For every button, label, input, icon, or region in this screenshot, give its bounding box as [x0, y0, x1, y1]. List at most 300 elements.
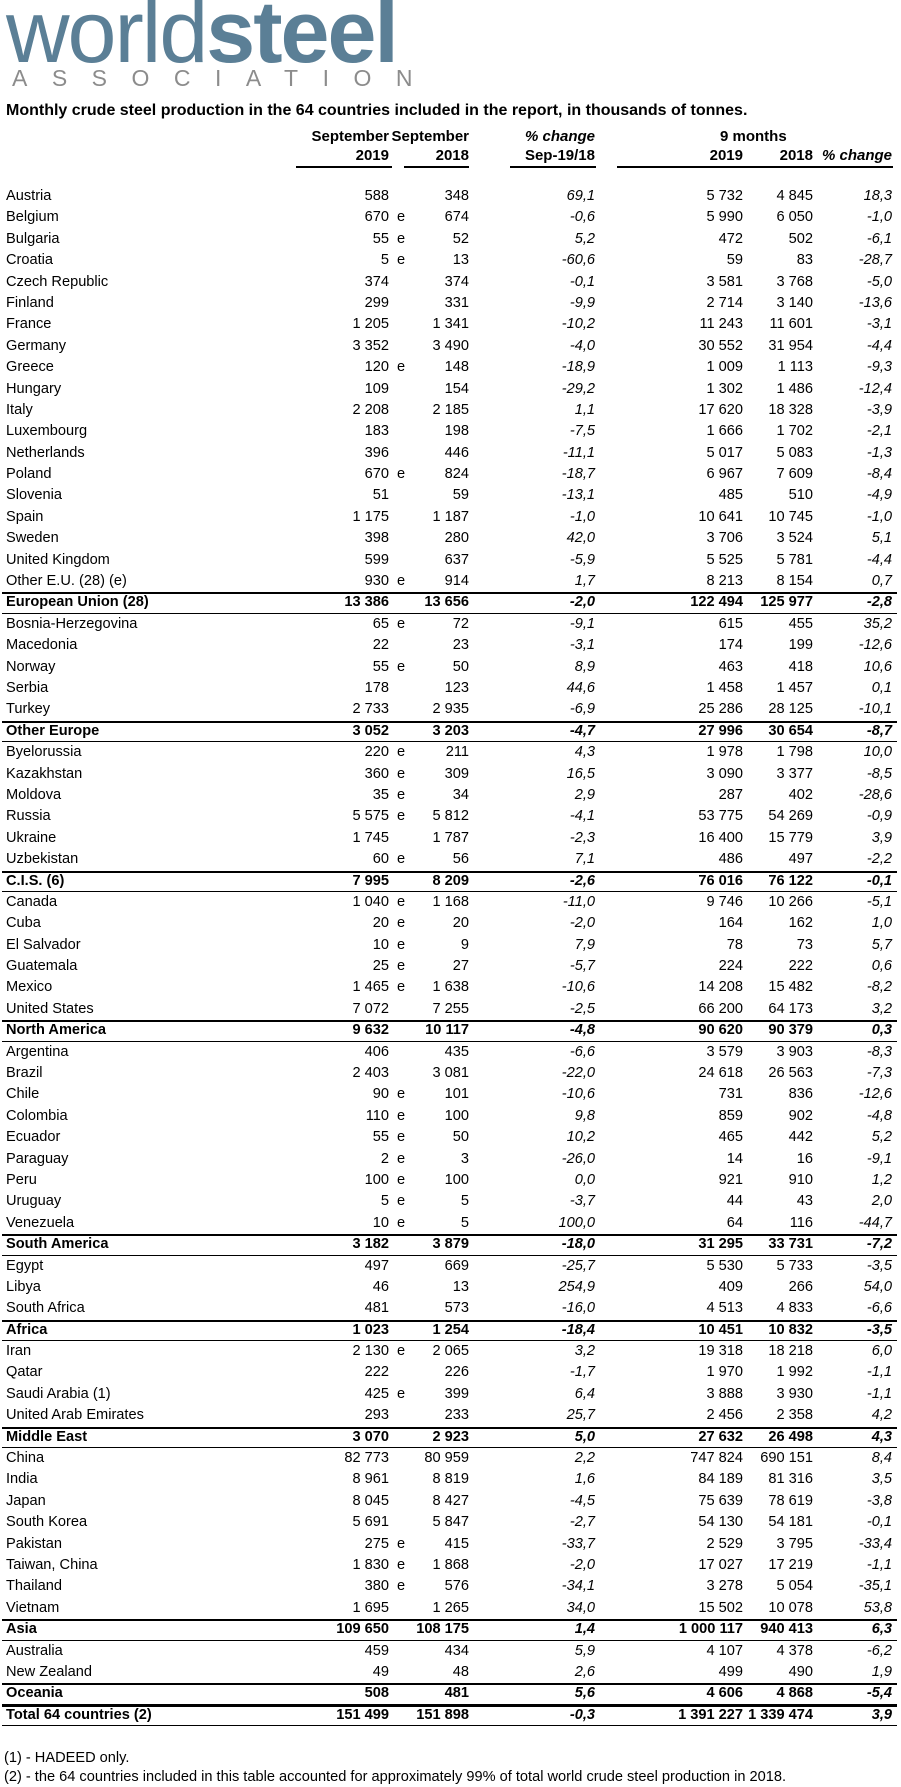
cell-country: Croatia	[6, 252, 54, 269]
cell-country: Ukraine	[6, 829, 57, 846]
cell-pct-change-9m: -1,1	[866, 1385, 892, 1402]
cell-pct-change-9m: -6,1	[866, 230, 892, 247]
cell-pct-change-month: -18,9	[561, 359, 595, 376]
cell-pct-change-month: 3,2	[574, 1343, 595, 1360]
cell-estimate-flag: e	[397, 466, 406, 483]
cell-9m-2018: 836	[788, 1086, 813, 1103]
cell-sep2019: 82 773	[344, 1450, 389, 1467]
cell-estimate-flag: e	[397, 615, 406, 632]
cell-9m-2018: 3 377	[776, 765, 813, 782]
cell-9m-2019: 14	[726, 1150, 743, 1167]
cell-sep2019: 5	[380, 252, 389, 269]
cell-estimate-flag: e	[397, 1535, 406, 1552]
cell-sep2019: 497	[364, 1257, 389, 1274]
cell-9m-2019: 615	[718, 615, 743, 632]
cell-9m-2019: 174	[718, 637, 743, 654]
cell-9m-2018: 78 619	[768, 1492, 813, 1509]
cell-pct-change-9m: 0,7	[871, 573, 892, 590]
cell-sep2019: 60	[372, 851, 389, 868]
cell-sep2018: 3	[460, 1150, 469, 1167]
cell-sep2019: 3 352	[352, 337, 389, 354]
table-total-row	[0, 1705, 901, 1726]
table-row	[0, 1213, 901, 1234]
cell-9m-2018: 18 218	[768, 1343, 813, 1360]
cell-pct-change-9m: 8,4	[871, 1450, 892, 1467]
cell-sep2018: 5	[460, 1193, 469, 1210]
table-total-row	[0, 1619, 901, 1640]
cell-sep2019: 380	[364, 1578, 389, 1595]
cell-country: Africa	[6, 1321, 48, 1338]
cell-sep2018: 13 656	[424, 594, 469, 611]
cell-pct-change-9m: -5,0	[866, 273, 892, 290]
cell-9m-2018: 7 609	[776, 466, 813, 483]
cell-9m-2018: 4 378	[776, 1642, 813, 1659]
cell-9m-2018: 442	[788, 1129, 813, 1146]
cell-sep2018: 3 203	[432, 722, 469, 739]
cell-estimate-flag: e	[397, 808, 406, 825]
table-row	[0, 507, 901, 528]
cell-sep2019: 930	[364, 573, 389, 590]
cell-sep2019: 7 995	[352, 872, 389, 889]
cell-9m-2018: 510	[788, 487, 813, 504]
cell-sep2018: 2 923	[432, 1428, 469, 1445]
cell-sep2019: 275	[364, 1535, 389, 1552]
cell-pct-change-9m: -28,7	[858, 252, 892, 269]
cell-estimate-flag: e	[397, 979, 406, 996]
cell-pct-change-9m: 3,5	[871, 1471, 892, 1488]
cell-country: Brazil	[6, 1065, 43, 1082]
cell-sep2018: 27	[452, 958, 469, 975]
cell-country: Netherlands	[6, 444, 85, 461]
cell-pct-change-month: 5,9	[574, 1642, 595, 1659]
cell-sep2018: 154	[444, 380, 469, 397]
cell-pct-change-month: -26,0	[561, 1150, 595, 1167]
cell-9m-2018: 4 833	[776, 1300, 813, 1317]
cell-sep2019: 183	[364, 423, 389, 440]
cell-pct-change-9m: -4,8	[866, 1107, 892, 1124]
cell-9m-2018: 43	[796, 1193, 813, 1210]
cell-sep2019: 406	[364, 1043, 389, 1060]
cell-pct-change-month: -2,6	[569, 872, 595, 889]
cell-sep2019: 22	[372, 637, 389, 654]
cell-country: Norway	[6, 658, 56, 675]
cell-9m-2018: 76 122	[768, 872, 813, 889]
cell-country: Pakistan	[6, 1535, 62, 1552]
cell-9m-2019: 6 967	[706, 466, 743, 483]
cell-pct-change-month: -2,3	[569, 829, 595, 846]
cell-pct-change-9m: -0,9	[866, 808, 892, 825]
cell-9m-2019: 44	[726, 1193, 743, 1210]
cell-sep2018: 226	[444, 1364, 469, 1381]
cell-pct-change-9m: 6,3	[871, 1621, 892, 1638]
header-rule-sep2018	[404, 166, 469, 168]
table-row	[0, 293, 901, 314]
table-row	[0, 186, 901, 207]
cell-sep2019: 425	[364, 1385, 389, 1402]
cell-9m-2019: 30 552	[698, 337, 743, 354]
cell-country: Mexico	[6, 979, 53, 996]
header-sep2018-top: September	[391, 128, 469, 145]
cell-estimate-flag: e	[397, 851, 406, 868]
cell-sep2019: 599	[364, 551, 389, 568]
cell-9m-2019: 3 090	[706, 765, 743, 782]
cell-9m-2018: 18 328	[768, 401, 813, 418]
cell-pct-change-9m: 4,3	[871, 1428, 892, 1445]
cell-pct-change-9m: -4,4	[866, 551, 892, 568]
cell-sep2019: 1 830	[352, 1557, 389, 1573]
cell-sep2019: 65	[372, 615, 389, 632]
cell-sep2019: 55	[372, 1129, 389, 1146]
cell-pct-change-9m: -2,8	[866, 594, 892, 611]
cell-9m-2018: 4 845	[776, 188, 813, 204]
table-row	[0, 977, 901, 998]
cell-country: Sweden	[6, 530, 59, 547]
cell-sep2019: 8 961	[352, 1471, 389, 1488]
table-row	[0, 1191, 901, 1212]
cell-9m-2018: 10 266	[768, 893, 813, 910]
cell-country: Peru	[6, 1171, 37, 1188]
cell-9m-2019: 76 016	[698, 872, 743, 889]
table-row	[0, 1662, 901, 1683]
cell-sep2018: 1 638	[432, 979, 469, 996]
cell-sep2019: 2 403	[352, 1065, 389, 1082]
table-row	[0, 443, 901, 464]
cell-sep2019: 220	[364, 744, 389, 761]
cell-9m-2018: 502	[788, 230, 813, 247]
cell-pct-change-month: -1,7	[569, 1364, 595, 1381]
cell-9m-2018: 5 054	[776, 1578, 813, 1595]
cell-sep2018: 10 117	[425, 1022, 469, 1039]
worldsteel-logo	[6, 0, 437, 92]
cell-9m-2019: 1 666	[706, 423, 743, 440]
cell-pct-change-9m: -4,4	[866, 337, 892, 354]
cell-9m-2019: 409	[718, 1278, 743, 1295]
cell-sep2019: 2 208	[352, 401, 389, 418]
cell-pct-change-month: 10,2	[566, 1129, 595, 1146]
table-total-row	[0, 1234, 901, 1255]
cell-pct-change-month: 7,1	[574, 851, 595, 868]
cell-country: Ecuador	[6, 1129, 61, 1146]
cell-9m-2019: 921	[718, 1171, 743, 1188]
cell-9m-2018: 17 219	[768, 1557, 813, 1573]
cell-pct-change-9m: -7,2	[866, 1236, 892, 1253]
page-title: Monthly crude steel production in the 64 countries included in the report, in thousands of tonnes.	[6, 102, 748, 119]
cell-sep2019: 3 070	[352, 1428, 389, 1445]
cell-9m-2019: 747 824	[690, 1450, 743, 1467]
cell-9m-2019: 499	[718, 1663, 743, 1680]
cell-sep2019: 13 386	[344, 594, 389, 611]
cell-sep2019: 396	[364, 444, 389, 461]
cell-pct-change-9m: 5,1	[871, 530, 892, 547]
table-row	[0, 1576, 901, 1597]
cell-9m-2018: 81 316	[768, 1471, 813, 1488]
cell-sep2019: 55	[372, 230, 389, 247]
cell-9m-2019: 64	[726, 1214, 743, 1231]
cell-pct-change-9m: 10,6	[863, 658, 892, 675]
cell-pct-change-month: -11,0	[562, 893, 595, 910]
cell-pct-change-9m: 18,3	[863, 188, 892, 204]
cell-sep2019: 360	[364, 765, 389, 782]
cell-pct-change-9m: -10,1	[858, 701, 892, 718]
cell-9m-2018: 83	[796, 252, 813, 269]
cell-country: Bulgaria	[6, 230, 60, 247]
cell-sep2018: 399	[444, 1385, 469, 1402]
cell-pct-change-9m: -8,3	[866, 1043, 892, 1060]
cell-9m-2018: 3 768	[776, 273, 813, 290]
cell-sep2018: 7 255	[432, 1000, 469, 1017]
cell-sep2019: 51	[372, 487, 389, 504]
cell-country: Cuba	[6, 915, 41, 932]
cell-9m-2018: 15 482	[768, 979, 813, 996]
cell-9m-2019: 75 639	[698, 1492, 743, 1509]
cell-pct-change-9m: 3,9	[871, 1706, 892, 1723]
cell-estimate-flag: e	[397, 786, 406, 803]
cell-country: India	[6, 1471, 38, 1488]
cell-9m-2019: 27 632	[698, 1428, 743, 1445]
table-row	[0, 1512, 901, 1533]
cell-pct-change-9m: -1,0	[866, 209, 892, 226]
cell-9m-2018: 2 358	[776, 1407, 813, 1424]
cell-9m-2019: 287	[718, 786, 743, 803]
cell-9m-2019: 66 200	[698, 1000, 743, 1017]
cell-sep2018: 100	[444, 1171, 469, 1188]
cell-pct-change-month: -5,7	[569, 958, 595, 975]
cell-country: Oceania	[6, 1685, 63, 1702]
cell-sep2019: 35	[372, 786, 389, 803]
cell-pct-change-9m: -1,1	[866, 1364, 892, 1381]
cell-9m-2018: 10 078	[768, 1599, 813, 1616]
cell-9m-2019: 16 400	[698, 829, 743, 846]
cell-pct-change-month: -4,0	[569, 337, 595, 354]
cell-pct-change-9m: -0,1	[866, 1514, 892, 1531]
cell-sep2018: 108 175	[416, 1621, 469, 1638]
cell-sep2018: 415	[444, 1535, 469, 1552]
table-row	[0, 742, 901, 763]
cell-sep2018: 59	[452, 487, 469, 504]
cell-9m-2018: 3 903	[776, 1043, 813, 1060]
cell-sep2018: 3 879	[432, 1236, 469, 1253]
cell-country: Finland	[6, 294, 54, 311]
cell-pct-change-9m: -3,5	[866, 1321, 892, 1338]
cell-country: Uzbekistan	[6, 851, 79, 868]
cell-sep2019: 508	[364, 1685, 389, 1702]
footnote-2: (2) - the 64 countries included in this table accounted for approximately 99% of total world crude steel production in 2018.	[4, 1769, 787, 1785]
cell-pct-change-month: 2,9	[574, 786, 595, 803]
cell-sep2018: 80 959	[424, 1450, 469, 1467]
cell-estimate-flag: e	[397, 1171, 406, 1188]
cell-pct-change-9m: -3,5	[866, 1257, 892, 1274]
cell-9m-2019: 31 295	[698, 1236, 743, 1253]
cell-country: Colombia	[6, 1107, 68, 1124]
cell-sep2018: 434	[444, 1642, 469, 1659]
cell-pct-change-9m: -12,4	[858, 380, 892, 397]
cell-pct-change-month: 1,6	[574, 1471, 595, 1488]
cell-sep2018: 2 065	[432, 1343, 469, 1360]
cell-country: Austria	[6, 188, 52, 204]
cell-country: Czech Republic	[6, 273, 109, 290]
cell-country: El Salvador	[6, 936, 81, 953]
cell-country: Thailand	[6, 1578, 62, 1595]
cell-pct-change-month: -5,9	[569, 551, 595, 568]
cell-pct-change-month: 5,2	[574, 230, 595, 247]
footnote-1: (1) - HADEED only.	[4, 1750, 130, 1766]
cell-pct-change-month: 42,0	[566, 530, 595, 547]
cell-country: Greece	[6, 359, 54, 376]
cell-pct-change-9m: -8,5	[866, 765, 892, 782]
cell-pct-change-month: -18,4	[561, 1321, 595, 1338]
cell-sep2018: 52	[452, 230, 469, 247]
table-row	[0, 1491, 901, 1512]
table-row	[0, 849, 901, 870]
cell-pct-change-9m: 3,2	[871, 1000, 892, 1017]
cell-9m-2018: 162	[788, 915, 813, 932]
cell-sep2019: 7 072	[352, 1000, 389, 1017]
cell-sep2019: 20	[372, 915, 389, 932]
cell-sep2018: 123	[444, 679, 469, 696]
cell-sep2018: 1 187	[432, 508, 469, 525]
cell-pct-change-month: -18,7	[561, 466, 595, 483]
cell-sep2018: 5	[460, 1214, 469, 1231]
cell-sep2018: 446	[444, 444, 469, 461]
cell-pct-change-9m: -8,2	[866, 979, 892, 996]
table-row	[0, 421, 901, 442]
cell-9m-2018: 902	[788, 1107, 813, 1124]
cell-9m-2019: 53 775	[698, 808, 743, 825]
cell-country: Argentina	[6, 1043, 69, 1060]
cell-9m-2019: 3 581	[706, 273, 743, 290]
header-rule-9months	[617, 166, 893, 168]
cell-pct-change-month: -2,7	[569, 1514, 595, 1531]
cell-pct-change-month: -4,8	[569, 1022, 595, 1039]
cell-estimate-flag: e	[397, 573, 406, 590]
cell-sep2019: 25	[372, 958, 389, 975]
cell-9m-2018: 455	[788, 615, 813, 632]
cell-sep2018: 1 265	[432, 1599, 469, 1616]
cell-9m-2018: 5 781	[776, 551, 813, 568]
cell-9m-2019: 472	[718, 230, 743, 247]
cell-sep2019: 2 130	[352, 1343, 389, 1360]
cell-sep2018: 34	[452, 786, 469, 803]
table-row	[0, 1084, 901, 1105]
cell-sep2018: 72	[452, 615, 469, 632]
cell-sep2018: 481	[444, 1685, 469, 1702]
cell-country: Qatar	[6, 1364, 43, 1381]
cell-sep2018: 151 898	[416, 1706, 469, 1723]
table-row	[0, 379, 901, 400]
cell-9m-2018: 54 181	[768, 1514, 813, 1531]
cell-9m-2018: 1 702	[776, 423, 813, 440]
cell-9m-2019: 27 996	[698, 722, 743, 739]
header-rule-pct	[510, 166, 596, 168]
cell-sep2018: 3 490	[432, 337, 469, 354]
cell-country: Luxembourg	[6, 423, 88, 440]
cell-9m-2019: 78	[726, 936, 743, 953]
table-row	[0, 1170, 901, 1191]
cell-sep2018: 5 847	[432, 1514, 469, 1531]
cell-estimate-flag: e	[397, 744, 406, 761]
cell-9m-2019: 54 130	[698, 1514, 743, 1531]
cell-pct-change-9m: -9,3	[866, 359, 892, 376]
cell-sep2019: 1 040	[352, 893, 389, 910]
cell-pct-change-month: -3,1	[569, 637, 595, 654]
cell-sep2019: 1 023	[352, 1321, 389, 1338]
table-row	[0, 913, 901, 934]
cell-9m-2019: 4 606	[706, 1685, 743, 1702]
cell-9m-2019: 4 513	[706, 1300, 743, 1317]
table-row	[0, 1469, 901, 1490]
cell-estimate-flag: e	[397, 958, 406, 975]
header-sep2019-top: September	[311, 128, 389, 145]
cell-pct-change-month: -3,7	[569, 1193, 595, 1210]
cell-9m-2019: 224	[718, 958, 743, 975]
cell-pct-change-9m: -1,0	[866, 508, 892, 525]
cell-country: Moldova	[6, 786, 62, 803]
cell-pct-change-month: -1,0	[569, 508, 595, 525]
cell-pct-change-month: 69,1	[566, 188, 595, 204]
cell-country: Turkey	[6, 701, 51, 718]
cell-pct-change-9m: 0,3	[871, 1022, 892, 1039]
cell-country: Total 64 countries (2)	[6, 1706, 152, 1723]
cell-country: New Zealand	[6, 1663, 92, 1680]
header-sep2018-bottom: 2018	[435, 147, 469, 164]
cell-9m-2018: 5 733	[776, 1257, 813, 1274]
cell-country: Other E.U. (28) (e)	[6, 573, 127, 590]
table-row	[0, 699, 901, 720]
cell-pct-change-9m: -6,6	[866, 1300, 892, 1317]
cell-pct-change-month: 254,9	[558, 1278, 595, 1295]
header-sep2019-bottom: 2019	[355, 147, 389, 164]
cell-pct-change-9m: -28,6	[858, 786, 892, 803]
cell-9m-2018: 90 379	[768, 1022, 813, 1039]
cell-pct-change-month: 5,6	[574, 1685, 595, 1702]
cell-pct-change-9m: -7,3	[866, 1065, 892, 1082]
cell-estimate-flag: e	[397, 359, 406, 376]
cell-9m-2018: 73	[796, 936, 813, 953]
cell-sep2018: 2 185	[432, 401, 469, 418]
cell-country: Libya	[6, 1278, 41, 1295]
cell-pct-change-month: 5,0	[574, 1428, 595, 1445]
cell-sep2019: 90	[372, 1086, 389, 1103]
cell-pct-change-month: 6,4	[574, 1385, 595, 1402]
cell-country: Saudi Arabia (1)	[6, 1385, 111, 1402]
cell-9m-2018: 3 930	[776, 1385, 813, 1402]
cell-9m-2018: 402	[788, 786, 813, 803]
footnotes	[4, 1749, 786, 1787]
cell-sep2018: 824	[444, 466, 469, 483]
table-total-row	[0, 1020, 901, 1041]
cell-9m-2018: 910	[788, 1171, 813, 1188]
cell-9m-2018: 31 954	[768, 337, 813, 354]
cell-country: Belgium	[6, 209, 59, 226]
logo-association: ASSOCIATION	[12, 65, 437, 91]
cell-estimate-flag: e	[397, 1343, 406, 1360]
header-pct-bottom: Sep-19/18	[524, 147, 595, 164]
table-row	[0, 1106, 901, 1127]
cell-9m-2018: 64 173	[768, 1000, 813, 1017]
cell-sep2019: 299	[364, 294, 389, 311]
cell-sep2018: 331	[444, 294, 469, 311]
cell-9m-2018: 116	[789, 1214, 813, 1231]
cell-pct-change-9m: 10,0	[863, 744, 892, 761]
cell-country: Chile	[6, 1086, 40, 1103]
table-row	[0, 806, 901, 827]
cell-pct-change-month: 4,3	[574, 744, 595, 761]
cell-sep2019: 46	[372, 1278, 389, 1295]
header-9m-2018: 2018	[779, 147, 813, 164]
cell-pct-change-month: -22,0	[561, 1065, 595, 1082]
cell-pct-change-9m: -2,2	[866, 851, 892, 868]
cell-estimate-flag: e	[397, 252, 406, 269]
